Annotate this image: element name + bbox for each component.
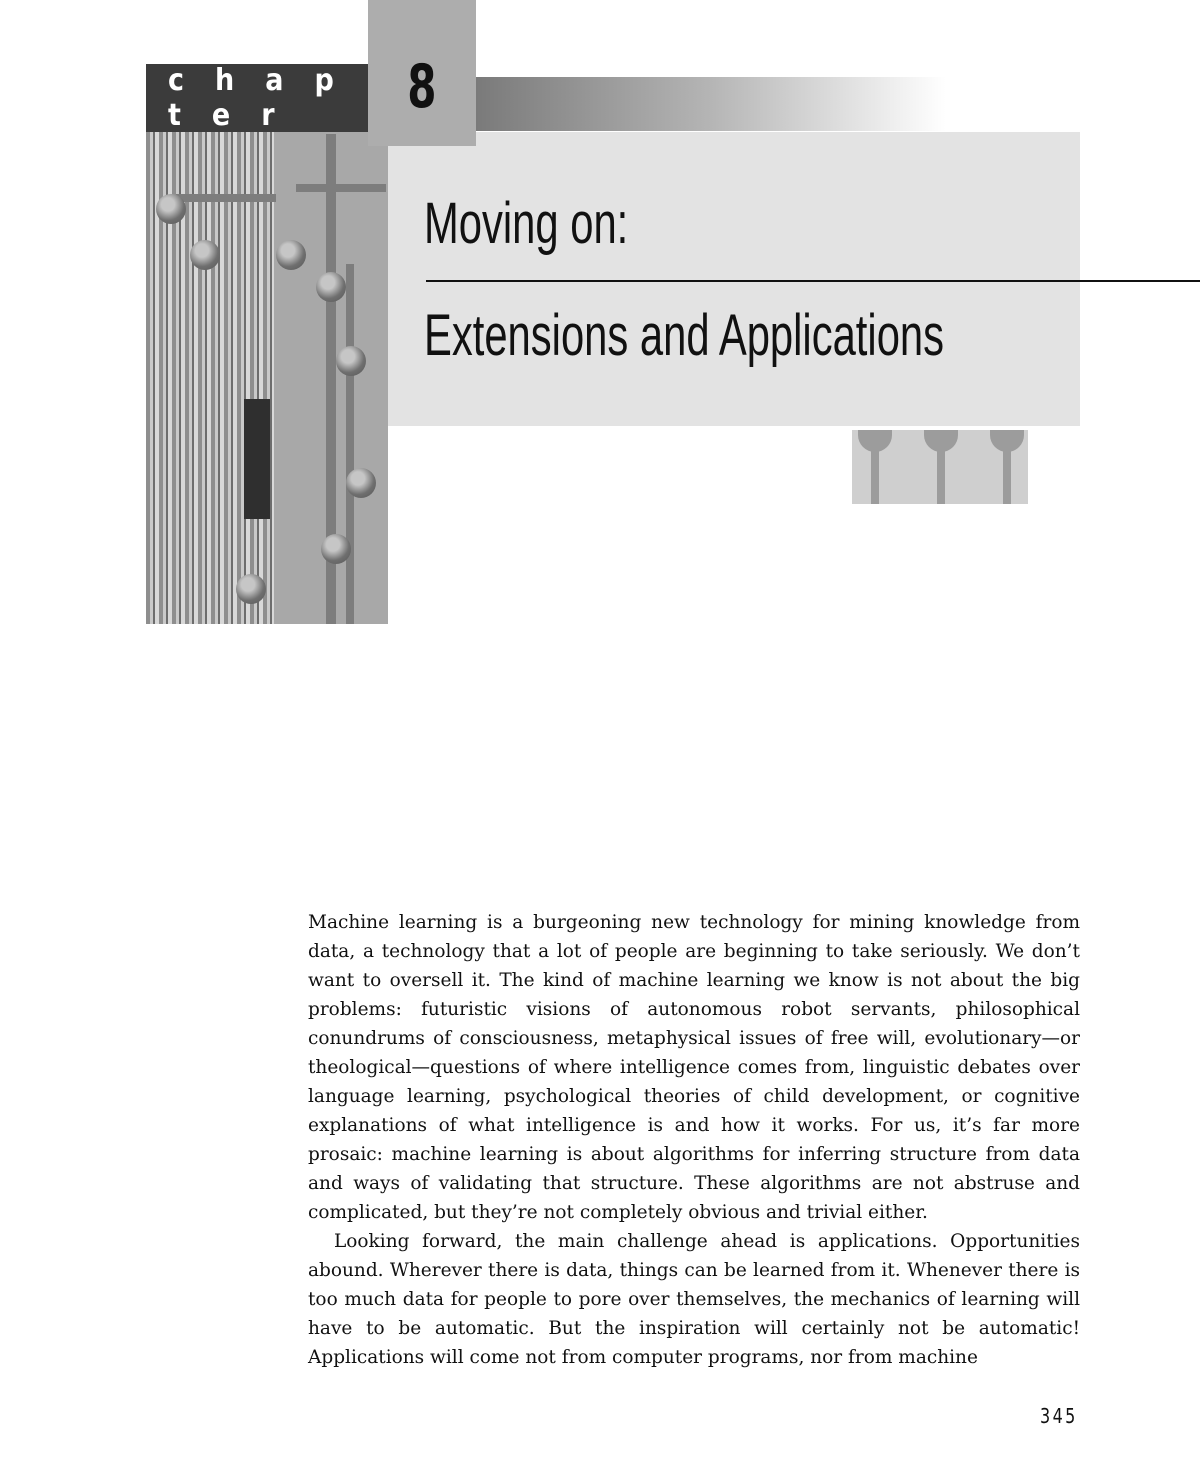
- chapter-subtitle: Extensions and Applications: [424, 303, 945, 368]
- paragraph: Machine learning is a burgeoning new technology for mining knowledge from data, a technology that a lot of people are beginning to take seriously. We don’t want to oversell it. The kind of machine learning we know is not about the big problems: futuristic visions of autonomous robot servants, philosophical conundrums of consciousness, metaphysical issues of free will, evolutionary—or theological—questions of where intelligence comes from, linguistic debates over language learning, psychological theories of child development, or cognitive explanations of what intelligence is and how it works. For us, it’s far more prosaic: machine learning is about algorithms for inferring structure from data and ways of validating that structure. These algorithms are not abstruse and complicated, but they’re not completely obvious and trivial either.: [308, 912, 1080, 1223]
- chapter-label: c h a p t e r: [168, 63, 345, 133]
- circuit-pad: [190, 240, 220, 270]
- circuit-pad: [346, 468, 376, 498]
- circuit-pad: [336, 346, 366, 376]
- circuit-pad: [321, 534, 351, 564]
- circuit-trace: [937, 448, 945, 504]
- paragraph: Looking forward, the main challenge ahead is applications. Opportunities abound. Wherever there is data, things can be learned from it. Whenever there is too much data for people to pore over themselves, the mechanics of learning will have to be automatic. But the inspiration will certainly not be automatic! Applications will come not from computer programs, nor from machine: [308, 1231, 1080, 1368]
- page-number: 345: [1040, 1404, 1078, 1428]
- circuit-trace: [871, 448, 879, 504]
- body-text: [308, 908, 1080, 1372]
- chapter-number-box: [368, 0, 476, 146]
- circuit-dark-strip: [244, 399, 270, 519]
- circuit-trace: [176, 194, 276, 202]
- circuit-board-image: [146, 64, 388, 624]
- header-gradient-bar: [476, 77, 946, 131]
- chapter-label-band: [146, 64, 370, 132]
- circuit-pad: [236, 574, 266, 604]
- title-divider: [426, 280, 1200, 282]
- chapter-title-panel: [388, 132, 1080, 426]
- circuit-pad: [276, 240, 306, 270]
- circuit-trace: [296, 184, 386, 192]
- chapter-number: 8: [407, 52, 437, 122]
- circuit-pad: [156, 194, 186, 224]
- circuit-pads-image: [852, 430, 1028, 504]
- chapter-title: Moving on:: [424, 191, 629, 256]
- circuit-pad: [316, 272, 346, 302]
- circuit-trace: [1003, 448, 1011, 504]
- circuit-trace: [346, 264, 354, 624]
